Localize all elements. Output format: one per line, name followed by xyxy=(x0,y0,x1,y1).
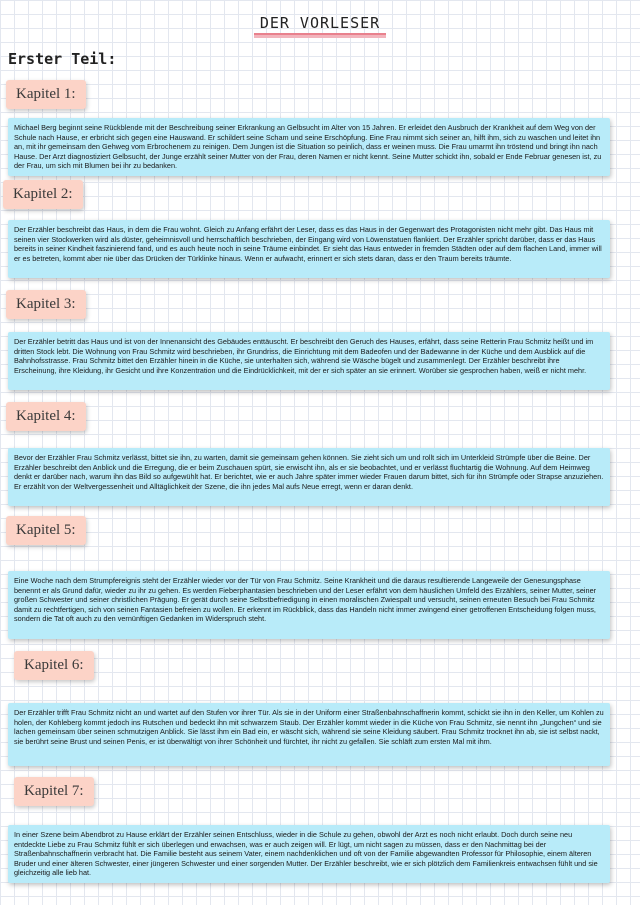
chapter-1-summary: Michael Berg beginnt seine Rückblende mit der Beschreibung seiner Erkrankung an Gelbsucht im Alter von 15 Jahren. Er erleidet den Ausbruch der Krankheit auf dem Weg von der Schule nach Hause, er erbricht sich gegen eine Hauswand. Er schildert seine Scham und seine Erschöpfung. Eine Frau nimmt sich seiner an, hilft ihm, sich zu waschen und leitet ihn an, mit ihr gemeinsam den Gehweg vom Erbrochenem zu reinigen. Dem Jungen ist die Situation so peinlich, dass er weinen muss. Die Frau umarmt ihn tröstend und bringt ihn nach Hause. Der Arzt diagnostiziert Gelbsucht, der Junge erzählt seiner Mutter von der Frau, deren Namen er nicht kennt. Seine Mutter schickt ihn, sobald er Ende Februar genesen ist, zu der Frau, um sich mit Blumen bei ihr zu bedanken. xyxy=(8,118,610,176)
chapter-1-label: Kapitel 1: xyxy=(6,80,86,109)
chapter-4-summary: Bevor der Erzähler Frau Schmitz verlässt, bittet sie ihn, zu warten, damit sie gemeinsam gehen können. Sie zieht sich um und rollt sich im Unterkleid Strümpfe über die Beine. Der Erzähler beschreibt den Anblick und die Erregung, die er beim Zuschauen spürt, sie erwischt ihn, als er sie beobachtet, und er verlässt fluchtartig die Wohnung. Auf dem Heimweg denkt er darüber nach, warum ihn das Bild so aufgewühlt hat. Er berichtet, wie er auch Jahre später immer wieder Frauen darum bittet, sich für ihn Strümpfe oder Strapse anzuziehen. Er erzählt von der Weltvergessenheit und Alltäglichkeit der Szene, die ihn jedes Mal aufs Neue erregt, wenn er daran denkt. xyxy=(8,448,610,506)
chapter-2-summary: Der Erzähler beschreibt das Haus, in dem die Frau wohnt. Gleich zu Anfang erfährt der Leser, dass es das Haus in der Gegenwart des Protagonisten nicht mehr gibt. Das Haus mit seinen vier Stockwerken wird als düster, geheimnisvoll und herrschaftlich beschrieben, der Eingang wird von Löwenstatuen flankiert. Der Erzähler spricht darüber, dass er das Haus bereits in seiner Kindheit faszinierend fand, und es auch heute noch in seine Träume einbindet. Er sieht das Haus entweder in fremden Städten oder auf dem flachen Land, immer will er es betreten, kommt aber nie über das Drücken der Türklinke hinaus. Wenn er aufwacht, erinnert er sich stets daran, dass er den Traum bereits träumte. xyxy=(8,220,610,278)
document-title-wrapper xyxy=(0,14,640,35)
chapter-6-summary: Der Erzähler trifft Frau Schmitz nicht an und wartet auf den Stufen vor ihrer Tür. Als sie in der Uniform einer Straßenbahnschaffnerin kommt, schickt sie ihn in den Keller, um Kohlen zu holen, der Kohleberg kommt jedoch ins Rutschen und bedeckt ihn mit schwarzem Staub. Der Erzähler kommt wieder in die Küche von Frau Schmitz, sie nennt ihn „Jungchen“ und sie lachen gemeinsam über seinen schmutzigen Anblick. Sie lässt ihm ein Bad ein, er wäscht sich, während sie seine Kleidung säubert. Frau Schmitz trocknet ihn ab, sie ist selbst nackt, sie berührt seine Brust und seinen Penis, er ist überwältigt von ihrer Schönheit und fürchtet, ihr nicht zu gefallen. Sie schläft zum ersten Mal mit ihm. xyxy=(8,703,610,766)
chapter-3-label: Kapitel 3: xyxy=(6,290,86,319)
part-heading: Erster Teil: xyxy=(8,50,117,68)
chapter-7-summary: In einer Szene beim Abendbrot zu Hause erklärt der Erzähler seinen Entschluss, wieder in die Schule zu gehen, obwohl der Arzt es noch nicht erlaubt. Doch durch seine neu entdeckte Liebe zu Frau Schmitz fühlt er sich überlegen und erwachsen, was er auch zeigen will. Er lügt, um nicht sagen zu müssen, dass er den Nachmittag bei der Straßenbahnschaffnerin verbracht hat. Die Familie besteht aus seinem Vater, einem nachdenklichen und oft von der Familie abgewandten Professor für Philosophie, einem älteren Bruder und einer älteren Schwester, einer jüngeren Schwester und einer sorgenden Mutter. Der Erzähler beschreibt, wie er sich plötzlich dem Familienkreis entwachsen fühlt und sie gleichzeitig alle lieb hat. xyxy=(8,825,610,883)
document-title: DER VORLESER xyxy=(254,14,386,35)
chapter-2-label: Kapitel 2: xyxy=(3,180,83,209)
chapter-4-label: Kapitel 4: xyxy=(6,402,86,431)
chapter-5-label: Kapitel 5: xyxy=(6,516,86,545)
chapter-5-summary: Eine Woche nach dem Strumpfereignis steht der Erzähler wieder vor der Tür von Frau Schmitz. Seine Krankheit und die daraus resultierende Langeweile der Genesungsphase benennt er als Grund dafür, wieder zu ihr zu gehen. Es werden Fieberphantasien beschrieben und der Leser erfährt von dem häuslichen Umfeld des Erzählers, seiner Mutter, seiner großen Schwester und seiner christlichen Prägung. Er gerät durch seine Selbstbefriedigung in einen moralischen Zwiespalt und versucht, seinen erneuten Besuch bei Frau Schmitz damit zu rechtfertigen, sich von seinen Fantasien befreien zu wollen. Er erkennt im Rückblick, dass das Handeln nicht immer zwingend einer getroffenen Entscheidung folgen muss, sondern die Tat oft auch zu den vernünftigen Gedanken im Widerspruch steht. xyxy=(8,571,610,639)
chapter-7-label: Kapitel 7: xyxy=(14,777,94,806)
chapter-6-label: Kapitel 6: xyxy=(14,651,94,680)
chapter-3-summary: Der Erzähler betritt das Haus und ist von der Innenansicht des Gebäudes enttäuscht. Er beschreibt den Geruch des Hauses, erfährt, dass seine Retterin Frau Schmitz heißt und im dritten Stock lebt. Die Wohnung von Frau Schmitz wird beschrieben, ihr Grundriss, die Einrichtung mit dem Badeofen und der Badewanne in der Küche und dem Ausblick auf die Bahnhofsstrasse. Frau Schmitz bittet den Erzähler hinein in die Küche, sie unterhalten sich, während sie Wäsche bügelt und zusammenlegt. Der Erzähler beschreibt ihre Erscheinung, ihre Kleidung, ihr Gesicht und ihre Konzentration und die Eindrücklichkeit, mit der er sich später an sie erinnert. Worüber sie gesprochen haben, weiß er nicht mehr. xyxy=(8,332,610,390)
